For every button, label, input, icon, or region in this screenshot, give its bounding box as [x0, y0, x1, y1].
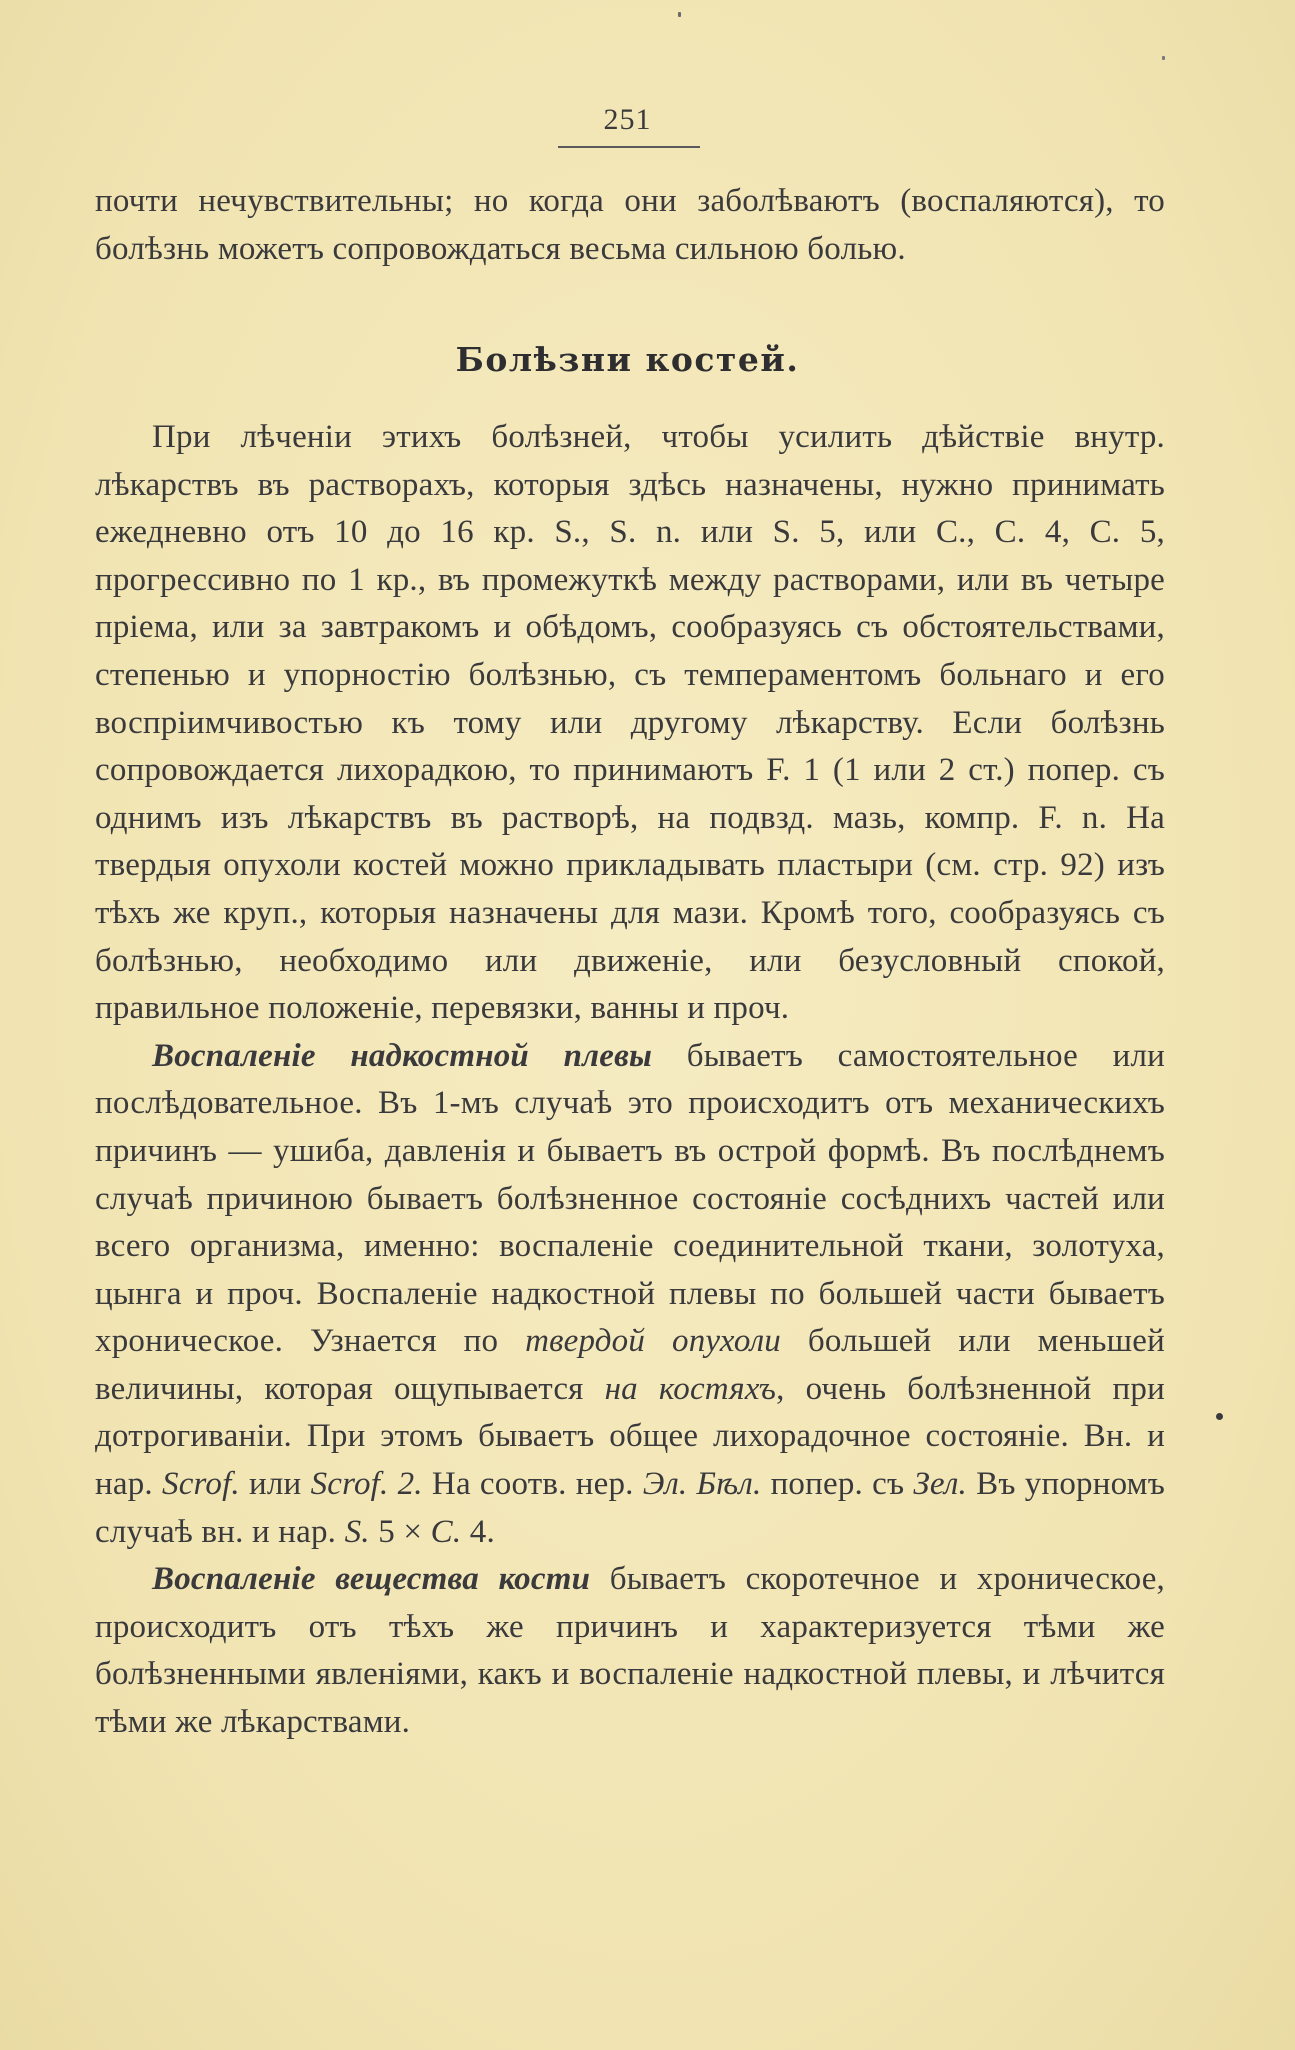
intro-paragraph: почти нечувствительны; но когда они заболѣваютъ (воспаляются), то болѣзнь можетъ сопровождаться весьма сильною болью. — [95, 183, 1165, 267]
paragraph-treatment: При лѣченіи этихъ болѣзней, чтобы усилить дѣйствіе внутр. лѣкарствъ въ растворахъ, которыя здѣсь назначены, нужно принимать ежедневно отъ 10 до 16 кр. S., S. n. или S. 5, или C., C. 4, C. 5, прогрессивно по 1 кр., въ промежуткѣ между растворами, или въ четыре пріема, или за завтракомъ и обѣдомъ, сообразуясь съ обстоятельствами, степенью и упорностію болѣзнью, съ темпераментомъ больнаго и его воспріимчивостью къ тому или другому лѣкарству. Если болѣзнь сопровождается лихорадкою, то принимаютъ F. 1 (1 или 2 ст.) попер. съ однимъ изъ лѣкарствъ въ растворѣ, на подвзд. мазь, компр. F. n. На твердыя опухоли костей можно прикладывать пластыри (см. стр. 92) изъ тѣхъ же круп., которыя назначены для мази. Кромѣ того, сообразуясь съ болѣзнью, необходимо или движеніе, или безусловный спокой, правильное положеніе, перевязки, ванны и проч. — [95, 419, 1165, 1027]
term-bone-inflammation: Воспаленіе вещества кости — [152, 1561, 591, 1598]
remedy-zel: Зел. — [913, 1466, 967, 1503]
emphasis-hard-swelling: твердой опухоли — [525, 1323, 781, 1360]
paragraph-text: большей или меньшей величины, которая ощупывается — [95, 1323, 1165, 1407]
paper-speck — [1162, 56, 1165, 60]
remedy-c: C. — [430, 1513, 462, 1550]
intro-text-block — [95, 178, 1165, 273]
paragraph-text: 4. — [461, 1513, 495, 1550]
remedy-scrof: Scrof. — [162, 1466, 240, 1503]
emphasis-on-bones: на костяхъ — [604, 1370, 777, 1407]
section-heading: Болѣзни костей. — [455, 340, 800, 379]
section-body — [95, 414, 1165, 1747]
page-number: 251 — [603, 103, 652, 136]
paragraph-text: бываетъ самостоятельное или послѣдовательное. Въ 1-мъ случаѣ это происходитъ отъ механическихъ причинъ — ушиба, давленія и бываетъ въ острой формѣ. Въ послѣднемъ случаѣ причиною бываетъ болѣзненное состояніе сосѣднихъ частей или всего организма, именно: воспаленіе соединительной ткани, золотуха, цынга и проч. Воспаленіе надкостной плевы по большей части бываетъ хроническое. Узнается по — [95, 1037, 1165, 1360]
paragraph-text: или — [239, 1466, 311, 1503]
paragraph-text: бываетъ скоротечное и хроническое, происходитъ отъ тѣхъ же причинъ и характеризуется тѣми же болѣзненными явленіями, какъ и воспаленіе надкостной плевы, и лѣчится тѣми же лѣкарствами. — [95, 1561, 1165, 1741]
paragraph-text: , очень болѣзненной при дотрогиваніи. При этомъ бываетъ общее лихорадочное состояніе. Вн. и нар. — [95, 1370, 1165, 1503]
paragraph-text: попер. съ — [761, 1466, 914, 1503]
remedy-s: S. — [344, 1513, 370, 1550]
remedy-el-bel: Эл. Бѣл. — [642, 1466, 762, 1503]
paragraph-periosteum-inflammation — [95, 1033, 1165, 1557]
remedy-scrof-2: Scrof. 2. — [310, 1466, 423, 1503]
margin-dot — [1216, 1413, 1223, 1420]
paragraph-text: Въ упорномъ случаѣ вн. и нар. — [95, 1466, 1165, 1550]
paragraph-text: На соотв. нер. — [422, 1466, 643, 1503]
page-number-rule — [558, 146, 700, 148]
paragraph-text: 5 × — [369, 1513, 431, 1550]
paper-speck — [678, 12, 681, 17]
paragraph-bone-inflammation — [95, 1556, 1165, 1746]
term-periosteum-inflammation: Воспаленіе надкостной плевы — [152, 1037, 653, 1074]
